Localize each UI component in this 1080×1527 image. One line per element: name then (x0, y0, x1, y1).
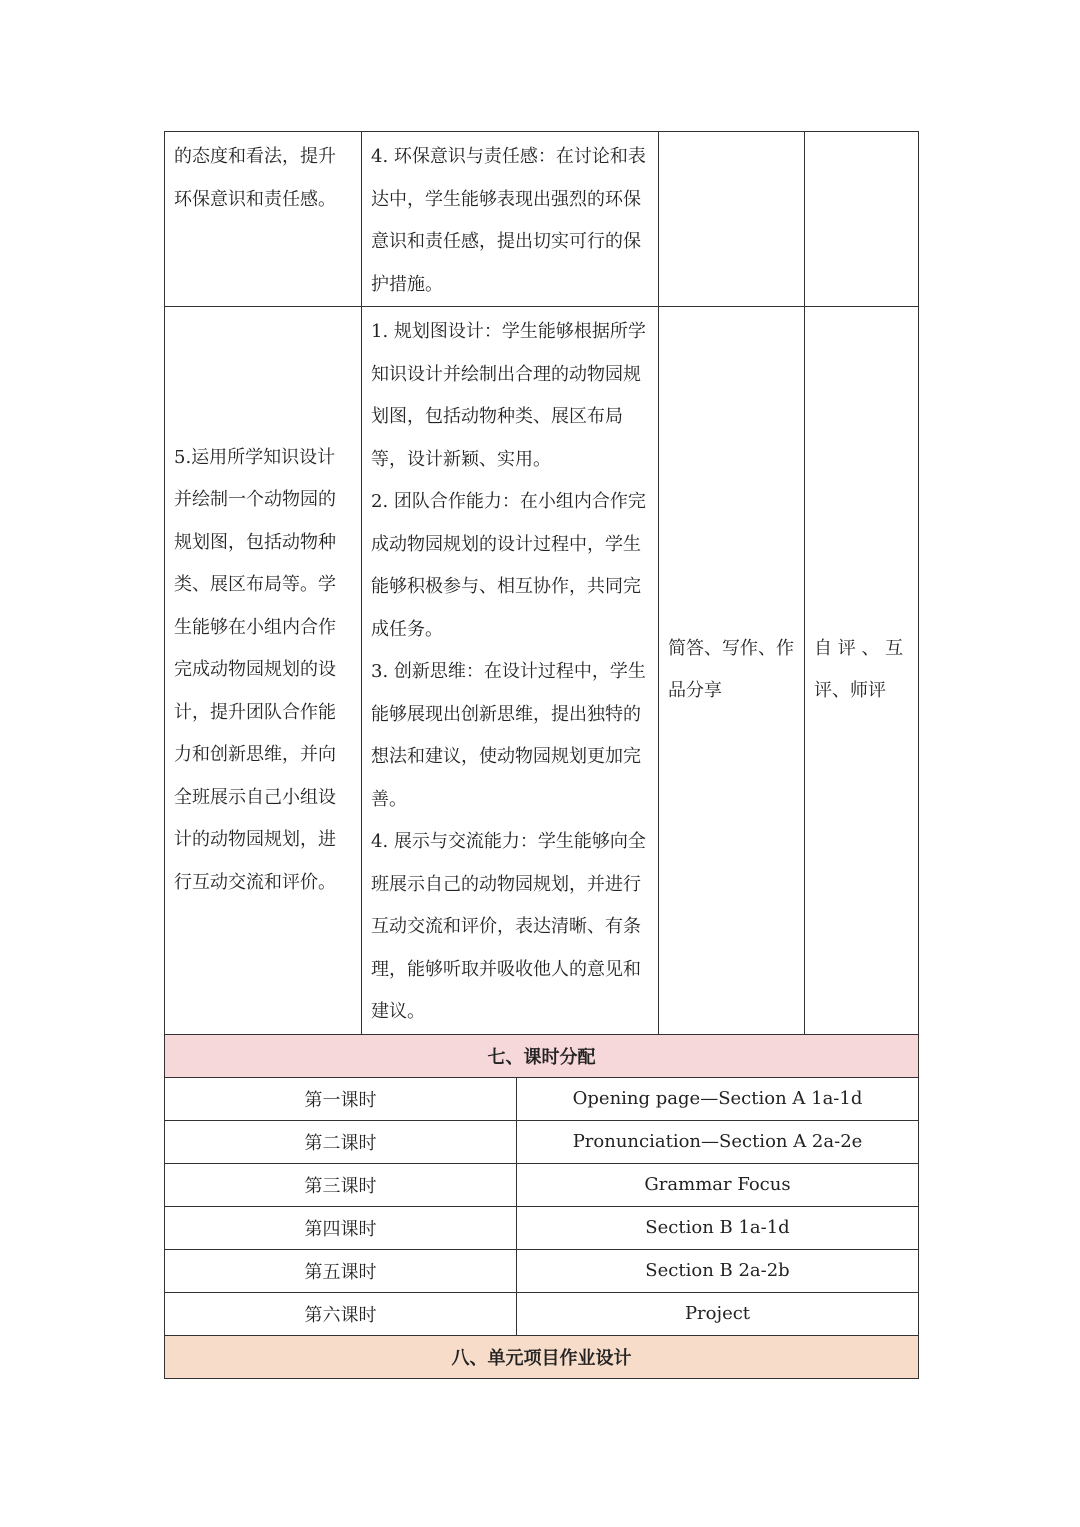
schedule-table (164, 1034, 919, 1379)
lesson-content: Project (517, 1292, 919, 1335)
evaluation-text: 自 评 、 互评、师评 (814, 637, 904, 702)
lesson-content: Section B 2a-2b (517, 1249, 919, 1292)
lesson-content: Opening page—Section A 1a-1d (517, 1077, 919, 1120)
evaluation-table (164, 131, 919, 1035)
table-row (165, 1163, 919, 1206)
method-cell (659, 307, 805, 1035)
lesson-period: 第三课时 (165, 1163, 517, 1206)
lesson-period: 第四课时 (165, 1206, 517, 1249)
lesson-content: Grammar Focus (517, 1163, 919, 1206)
evaluation-text (805, 132, 918, 136)
criteria-cell (362, 132, 659, 307)
method-text (659, 132, 804, 136)
lesson-period: 第六课时 (165, 1292, 517, 1335)
table-row (165, 1120, 919, 1163)
criteria-item: 1. 规划图设计：学生能够根据所学知识设计并绘制出合理的动物园规划图，包括动物种类、展区布局等，设计新颖、实用。 (371, 321, 646, 470)
goal-text: 的态度和看法，提升环保意识和责任感。 (174, 146, 336, 210)
lesson-content: Section B 1a-1d (517, 1206, 919, 1249)
lesson-content: Pronunciation—Section A 2a-2e (517, 1120, 919, 1163)
evaluation-cell (805, 132, 919, 307)
lesson-period: 第五课时 (165, 1249, 517, 1292)
goal-cell (165, 307, 362, 1035)
lesson-period: 第一课时 (165, 1077, 517, 1120)
section-header (165, 1034, 919, 1077)
table-row (165, 132, 919, 307)
section-header (165, 1335, 919, 1378)
criteria-cell (362, 307, 659, 1035)
evaluation-cell (805, 307, 919, 1035)
goal-text: 5.运用所学知识设计并绘制一个动物园的规划图，包括动物种类、展区布局等。学生能够在小组内合作完成动物园规划的设计，提升团队合作能力和创新思维，并向全班展示自己小组设计的动物园规划，进行互动交流和评价。 (174, 446, 336, 893)
document-page (164, 131, 918, 1379)
table-row (165, 1077, 919, 1120)
criteria-item: 3. 创新思维：在设计过程中，学生能够展现出创新思维，提出独特的想法和建议，使动物园规划更加完善。 (371, 661, 646, 810)
table-row (165, 1292, 919, 1335)
goal-cell (165, 132, 362, 307)
method-cell (659, 132, 805, 307)
table-row (165, 307, 919, 1035)
section7-title: 七、课时分配 (165, 1034, 919, 1077)
criteria-item: 2. 团队合作能力：在小组内合作完成动物园规划的设计过程中，学生能够积极参与、相互协作，共同完成任务。 (371, 491, 646, 640)
method-text: 简答、写作、作品分享 (668, 637, 794, 702)
criteria-item: 4. 展示与交流能力：学生能够向全班展示自己的动物园规划，并进行互动交流和评价，表达清晰、有条理，能够听取并吸收他人的意见和建议。 (371, 831, 646, 1022)
table-row (165, 1206, 919, 1249)
lesson-period: 第二课时 (165, 1120, 517, 1163)
table-row (165, 1249, 919, 1292)
section8-title: 八、单元项目作业设计 (165, 1335, 919, 1378)
criteria-item: 4. 环保意识与责任感：在讨论和表达中，学生能够表现出强烈的环保意识和责任感，提出切实可行的保护措施。 (371, 146, 646, 295)
